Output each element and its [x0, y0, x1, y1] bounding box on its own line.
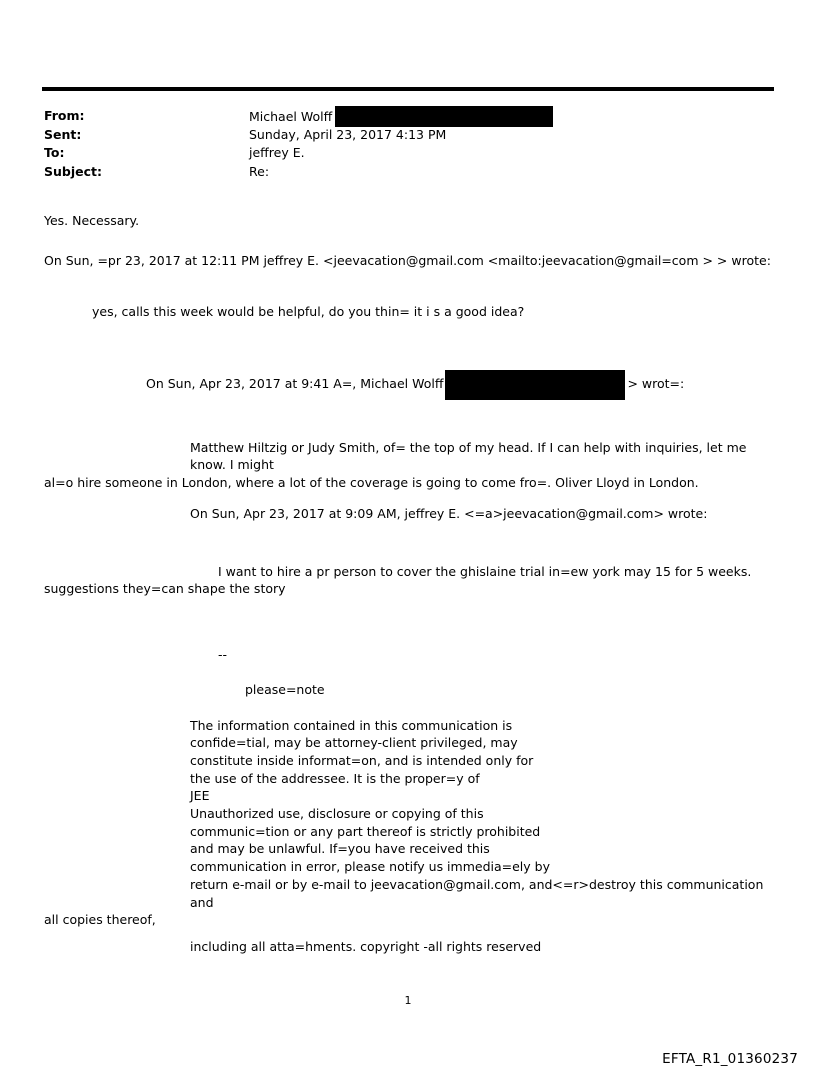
disclaimer-final: including all atta=hments. copyright -all rights reserved — [190, 938, 542, 954]
header-value-subject: Re: — [249, 163, 270, 179]
disclaimer-line: The information contained in this communication is — [190, 717, 513, 733]
header-row-from — [44, 107, 774, 126]
bates-number: EFTA_R1_01360237 — [662, 1051, 798, 1067]
disclaimer-line: Unauthorized use, disclosure or copying of this — [190, 806, 484, 822]
disclaimer-line: the use of the addressee. It is the proper=y of — [190, 770, 480, 786]
header-value-to: jeffrey E. — [249, 145, 305, 160]
quote2-attribution — [44, 369, 684, 399]
reply-text: Yes. Necessary. — [44, 213, 140, 228]
disclaimer-line: confide=tial, may be attorney-client privileged, may — [190, 735, 518, 751]
disclaimer-line: communic=tion or any part thereof is strictly prohibited — [190, 823, 541, 839]
disclaimer-block — [44, 717, 774, 956]
disclaimer-line: communication in error, please notify us immedia=ely by — [190, 859, 550, 875]
page-number: 1 — [404, 994, 412, 1007]
header-row-subject — [44, 163, 774, 182]
please-note: please=note — [245, 682, 325, 697]
redaction-bar-sender-email — [335, 106, 553, 127]
header-label-from: From: — [44, 108, 85, 123]
sender-name: Michael Wolff — [249, 109, 333, 125]
header-row-sent — [44, 126, 774, 145]
header-label-subject: Subject: — [44, 163, 102, 179]
quote1-attribution: On Sun, =pr 23, 2017 at 12:11 PM jeffrey E. <jeevacation@gmail.com <mailto:jeevacation@gmail=com > > wrote: — [44, 252, 771, 268]
disclaimer-overflow: all copies thereof, — [44, 912, 156, 928]
header-label-to: To: — [44, 145, 65, 160]
quote2-attribution-pre: On Sun, Apr 23, 2017 at 9:41 A=, Michael Wolff — [146, 375, 444, 391]
quote3-text-line2: suggestions they=can shape the story — [44, 581, 286, 596]
quote1-text: yes, calls this week would be helpful, do you thin= it i s a good idea? — [92, 304, 525, 319]
disclaimer-line: JEE — [190, 788, 210, 804]
email-header — [44, 107, 774, 181]
redaction-bar-quoted-email — [445, 370, 625, 400]
quote3-attribution: On Sun, Apr 23, 2017 at 9:09 AM, jeffrey E. <=a>jeevacation@gmail.com> wrote: — [190, 506, 708, 521]
email-body — [44, 212, 774, 956]
disclaimer-line: and may be unlawful. If=you have received this — [190, 841, 490, 857]
header-label-sent: Sent: — [44, 126, 82, 142]
header-row-to — [44, 144, 774, 163]
quote2-attribution-post: > wrot=: — [627, 375, 685, 391]
quote3-text-line1: I want to hire a pr person to cover the ghislaine trial in=ew york may 15 for 5 weeks. — [218, 563, 752, 579]
disclaimer-line: constitute inside informat=on, and is intended only for — [190, 752, 534, 768]
signature-separator: -- — [218, 646, 228, 662]
quote2-text-line1: Matthew Hiltzig or Judy Smith, of= the top of my head. If I can help with inquiries, let me know. I might — [190, 439, 747, 472]
disclaimer-line: return e-mail or by e-mail to jeevacation@gmail.com, and<=r>destroy this communication and — [190, 876, 764, 910]
header-value-sent: Sunday, April 23, 2017 4:13 PM — [249, 126, 447, 142]
header-rule — [42, 87, 774, 91]
quote2-text-line2: al=o hire someone in London, where a lot of the coverage is going to come fro=. Oliver Lloyd in London. — [44, 474, 699, 490]
